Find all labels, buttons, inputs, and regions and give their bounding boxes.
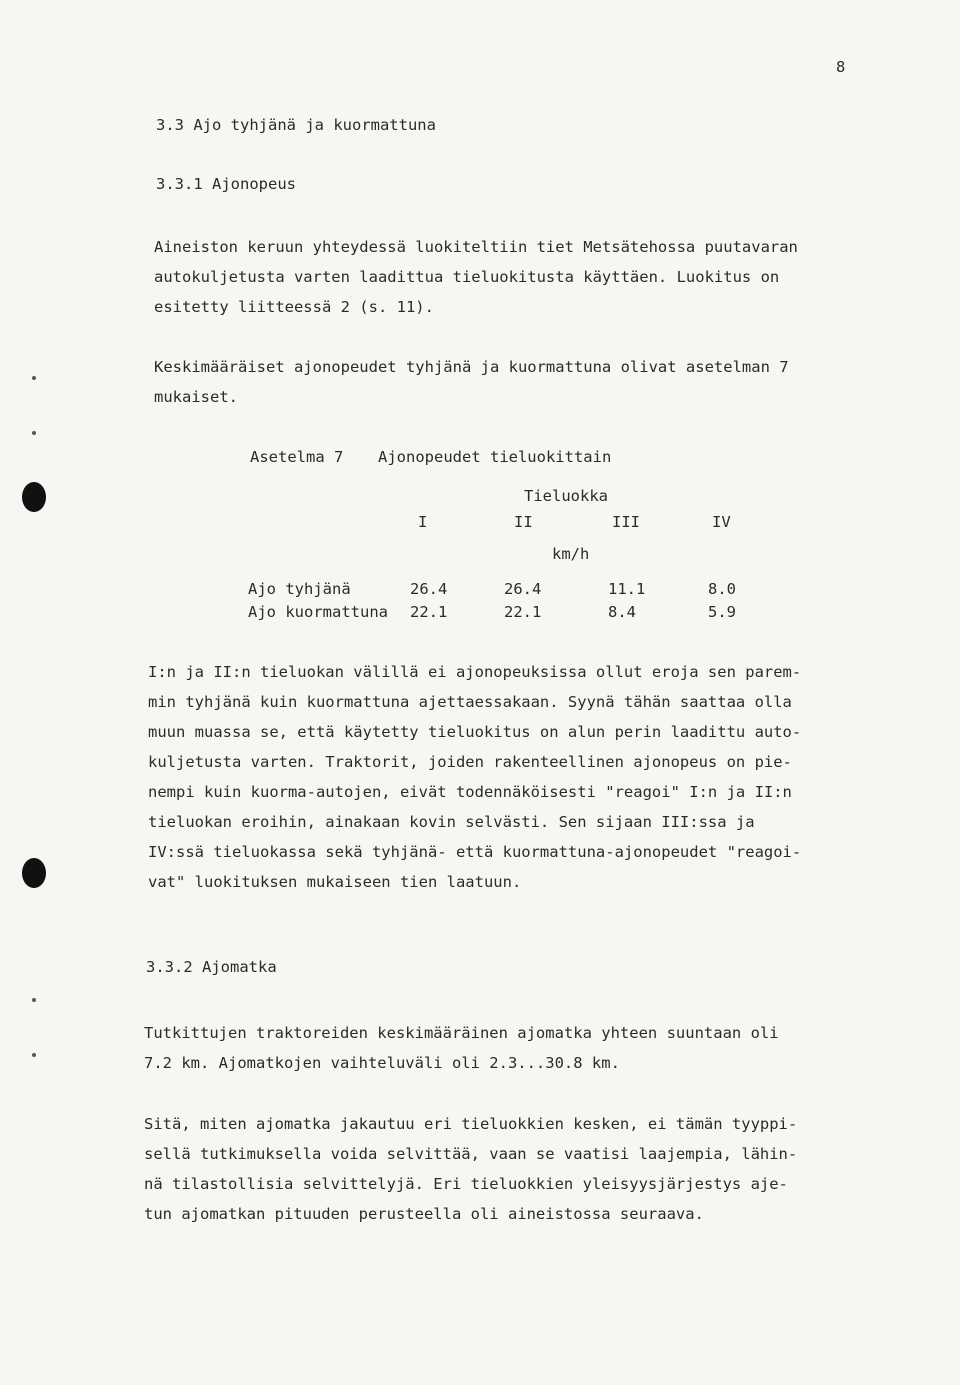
- text-line: tieluokan eroihin, ainakaan kovin selvästi. Sen sijaan III:ssa ja: [148, 813, 755, 831]
- text-line: IV:ssä tieluokassa sekä tyhjänä- että kuormattuna-ajonopeudet "reagoi-: [148, 843, 802, 861]
- section-heading: [156, 116, 436, 134]
- paragraph: [154, 352, 789, 412]
- table-cell: 26.4: [504, 580, 542, 598]
- column-header: IV: [712, 513, 731, 531]
- text-line: Sitä, miten ajomatka jakautuu eri tieluokkien kesken, ei tämän tyyppi-: [144, 1115, 798, 1133]
- subsection-title: Ajonopeus: [212, 175, 297, 193]
- punch-hole: [22, 858, 46, 888]
- column-header: III: [612, 513, 640, 531]
- subsection-title: Ajomatka: [202, 958, 277, 976]
- subsection-heading: [156, 175, 296, 193]
- text-line: esitetty liitteessä 2 (s. 11).: [154, 298, 434, 316]
- margin-mark: [32, 998, 36, 1002]
- text-line: nä tilastollisia selvittelyjä. Eri tieluokkien yleisyysjärjestys aje-: [144, 1175, 788, 1193]
- paragraph: [154, 232, 798, 322]
- section-title: Ajo tyhjänä ja kuormattuna: [193, 116, 436, 134]
- table-label: Asetelma 7: [250, 448, 344, 466]
- table-cell: 26.4: [410, 580, 448, 598]
- text-line: vat" luokituksen mukaiseen tien laatuun.: [148, 873, 522, 891]
- table-unit: km/h: [552, 545, 590, 563]
- text-line: I:n ja II:n tieluokan välillä ei ajonopeuksissa ollut eroja sen parem-: [148, 663, 802, 681]
- table-cell: 22.1: [504, 603, 542, 621]
- row-label: Ajo tyhjänä: [248, 580, 351, 598]
- text-line: min tyhjänä kuin kuormattuna ajettaessakaan. Syynä tähän saattaa olla: [148, 693, 792, 711]
- text-line: autokuljetusta varten laadittua tieluokitusta käyttäen. Luokitus on: [154, 268, 780, 286]
- punch-hole: [22, 482, 46, 512]
- table-cell: 5.9: [708, 603, 736, 621]
- text-line: muun muassa se, että käytetty tieluokitus on alun perin laadittu auto-: [148, 723, 802, 741]
- column-header: II: [514, 513, 533, 531]
- subsection-number: 3.3.2: [146, 958, 193, 976]
- text-line: tun ajomatkan pituuden perusteella oli aineistossa seuraava.: [144, 1205, 704, 1223]
- row-label: Ajo kuormattuna: [248, 603, 388, 621]
- table-cell: 11.1: [608, 580, 646, 598]
- table-caption: Ajonopeudet tieluokittain: [378, 448, 612, 466]
- subsection-number: 3.3.1: [156, 175, 203, 193]
- margin-mark: [32, 376, 36, 380]
- paragraph: [148, 657, 801, 897]
- section-number: 3.3: [156, 116, 184, 134]
- table-cell: 8.0: [708, 580, 736, 598]
- margin-mark: [32, 431, 36, 435]
- page-number: 8: [836, 58, 846, 76]
- text-line: Tutkittujen traktoreiden keskimääräinen ajomatka yhteen suuntaan oli: [144, 1024, 779, 1042]
- paragraph: [144, 1018, 779, 1078]
- table-group-header: Tieluokka: [524, 487, 608, 505]
- text-line: 7.2 km. Ajomatkojen vaihteluväli oli 2.3...30.8 km.: [144, 1054, 620, 1072]
- text-line: sellä tutkimuksella voida selvittää, vaan se vaatisi laajempia, lähin-: [144, 1145, 798, 1163]
- text-line: kuljetusta varten. Traktorit, joiden rakenteellinen ajonopeus on pie-: [148, 753, 792, 771]
- text-line: Aineiston keruun yhteydessä luokiteltiin tiet Metsätehossa puutavaran: [154, 238, 798, 256]
- table-cell: 22.1: [410, 603, 448, 621]
- text-line: Keskimääräiset ajonopeudet tyhjänä ja kuormattuna olivat asetelman 7: [154, 358, 789, 376]
- margin-mark: [32, 1053, 36, 1057]
- subsection-heading: [146, 958, 277, 976]
- table-cell: 8.4: [608, 603, 636, 621]
- text-line: nempi kuin kuorma-autojen, eivät todennäköisesti "reagoi" I:n ja II:n: [148, 783, 792, 801]
- column-header: I: [418, 513, 428, 531]
- paragraph: [144, 1109, 797, 1229]
- text-line: mukaiset.: [154, 388, 238, 406]
